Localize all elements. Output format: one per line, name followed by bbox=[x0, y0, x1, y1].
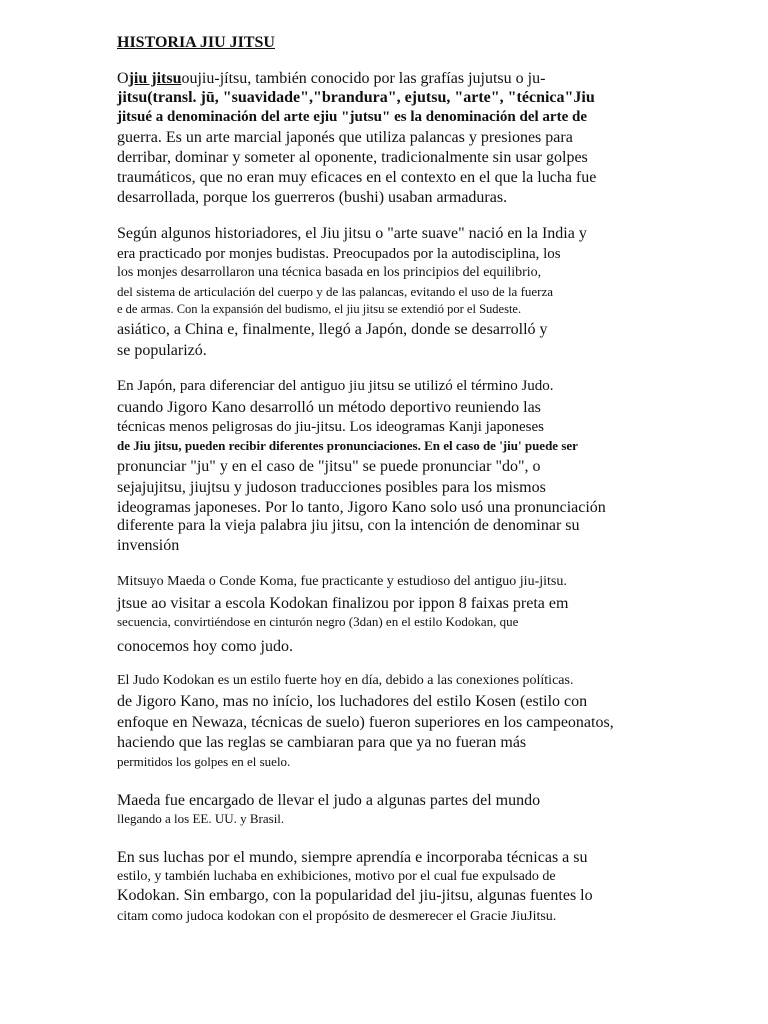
paragraph-1-line-4: guerra. Es un arte marcial japonés que utiliza palancas y presiones para bbox=[117, 129, 573, 146]
paragraph-1-line-7: desarrollada, porque los guerreros (bushi) usaban armaduras. bbox=[117, 189, 508, 206]
paragraph-5-line-4: haciendo que las reglas se cambiaran para que ya no fueran más bbox=[117, 734, 527, 751]
paragraph-4-line-3: secuencia, convirtiéndose en cinturón negro (3dan) en el estilo Kodokan, que bbox=[117, 614, 519, 629]
paragraph-7-line-4: citam como judoca kodokan con el propósito de desmerecer el Gracie JiuJitsu. bbox=[117, 909, 557, 924]
paragraph-5-line-5: permitidos los golpes en el suelo. bbox=[117, 754, 291, 769]
paragraph-5-line-1: El Judo Kodokan es un estilo fuerte hoy en día, debido a las conexiones políticas. bbox=[117, 673, 574, 688]
paragraph-2-line-2: era practicado por monjes budistas. Preocupados por la autodisciplina, los bbox=[117, 246, 561, 262]
paragraph-1-line-6: traumáticos, que no eran muy eficaces en el contexto en el que la lucha fue bbox=[117, 169, 597, 186]
paragraph-6-line-1: Maeda fue encargado de llevar el judo a algunas partes del mundo bbox=[117, 792, 541, 809]
paragraph-1-rest: oujiu-jítsu, también conocido por las grafías jujutsu o ju- bbox=[181, 70, 546, 87]
paragraph-2-line-1: Según algunos historiadores, el Jiu jitsu o "arte suave" nació en la India y bbox=[117, 225, 587, 242]
paragraph-7-line-3: Kodokan. Sin embargo, con la popularidad del jiu-jitsu, algunas fuentes lo bbox=[117, 887, 593, 904]
paragraph-3-line-8: diferente para la vieja palabra jiu jitsu, con la intención de denominar su bbox=[117, 517, 580, 534]
paragraph-3-line-7: ideogramas japoneses. Por lo tanto, Jigoro Kano solo usó una pronunciación bbox=[117, 499, 606, 516]
paragraph-2-line-7: se popularizó. bbox=[117, 342, 207, 359]
paragraph-7-line-1: En sus luchas por el mundo, siempre aprendía e incorporaba técnicas a su bbox=[117, 849, 588, 866]
paragraph-6-line-2: llegando a los EE. UU. y Brasil. bbox=[117, 811, 285, 826]
paragraph-3-line-6: sejajujitsu, jiujtsu y judoson traducciones posibles para los mismos bbox=[117, 479, 546, 496]
paragraph-5-line-2: de Jigoro Kano, mas no início, los luchadores del estilo Kosen (estilo con bbox=[117, 693, 588, 710]
jiu-jitsu-term: jiu jitsu bbox=[128, 70, 182, 87]
paragraph-3-line-4: de Jiu jitsu, pueden recibir diferentes pronunciaciones. En el caso de 'jiu' puede ser bbox=[117, 438, 578, 453]
paragraph-5-line-3: enfoque en Newaza, técnicas de suelo) fueron superiores en los campeonatos, bbox=[117, 714, 614, 731]
paragraph-3-line-5: pronunciar "ju" y en el caso de "jitsu" se puede pronunciar "do", o bbox=[117, 458, 541, 475]
paragraph-3-line-3: técnicas menos peligrosas do jiu-jitsu. Los ideogramas Kanji japoneses bbox=[117, 419, 544, 435]
paragraph-4-line-2: jtsue ao visitar a escola Kodokan finalizou por ippon 8 faixas preta em bbox=[117, 595, 569, 612]
paragraph-2-line-4: del sistema de articulación del cuerpo y de las palancas, evitando el uso de la fuerza bbox=[117, 284, 554, 299]
paragraph-2-line-3: los monjes desarrollaron una técnica basada en los principios del equilibrio, bbox=[117, 265, 542, 280]
document-title: HISTORIA JIU JITSU bbox=[117, 34, 275, 51]
paragraph-1-intro: O bbox=[117, 70, 129, 87]
paragraph-2-line-6: asiático, a China e, finalmente, llegó a Japón, donde se desarrolló y bbox=[117, 321, 548, 338]
paragraph-1-line-3: jitsué a denominación del arte ejiu "jutsu" es la denominación del arte de bbox=[117, 109, 587, 125]
paragraph-4-line-1: Mitsuyo Maeda o Conde Koma, fue practicante y estudioso del antiguo jiu-jitsu. bbox=[117, 574, 567, 589]
paragraph-1-line-1 bbox=[117, 71, 545, 87]
paragraph-7-line-2: estilo, y también luchaba en exhibiciones, motivo por el cual fue expulsado de bbox=[117, 869, 556, 884]
paragraph-1-line-5: derribar, dominar y someter al oponente, tradicionalmente sin usar golpes bbox=[117, 149, 588, 166]
paragraph-3-line-2: cuando Jigoro Kano desarrolló un método deportivo reuniendo las bbox=[117, 399, 541, 416]
paragraph-1-line-2: jitsu(transl. jū, "suavidade","brandura", ejutsu, "arte", "técnica"Jiu bbox=[117, 89, 595, 106]
paragraph-3-line-9: invensión bbox=[117, 537, 180, 554]
paragraph-4-line-4: conocemos hoy como judo. bbox=[117, 638, 293, 655]
paragraph-2-line-5: e de armas. Con la expansión del budismo, el jiu jitsu se extendió por el Sudeste. bbox=[117, 302, 522, 316]
paragraph-3-line-1: En Japón, para diferenciar del antiguo jiu jitsu se utilizó el término Judo. bbox=[117, 378, 554, 394]
